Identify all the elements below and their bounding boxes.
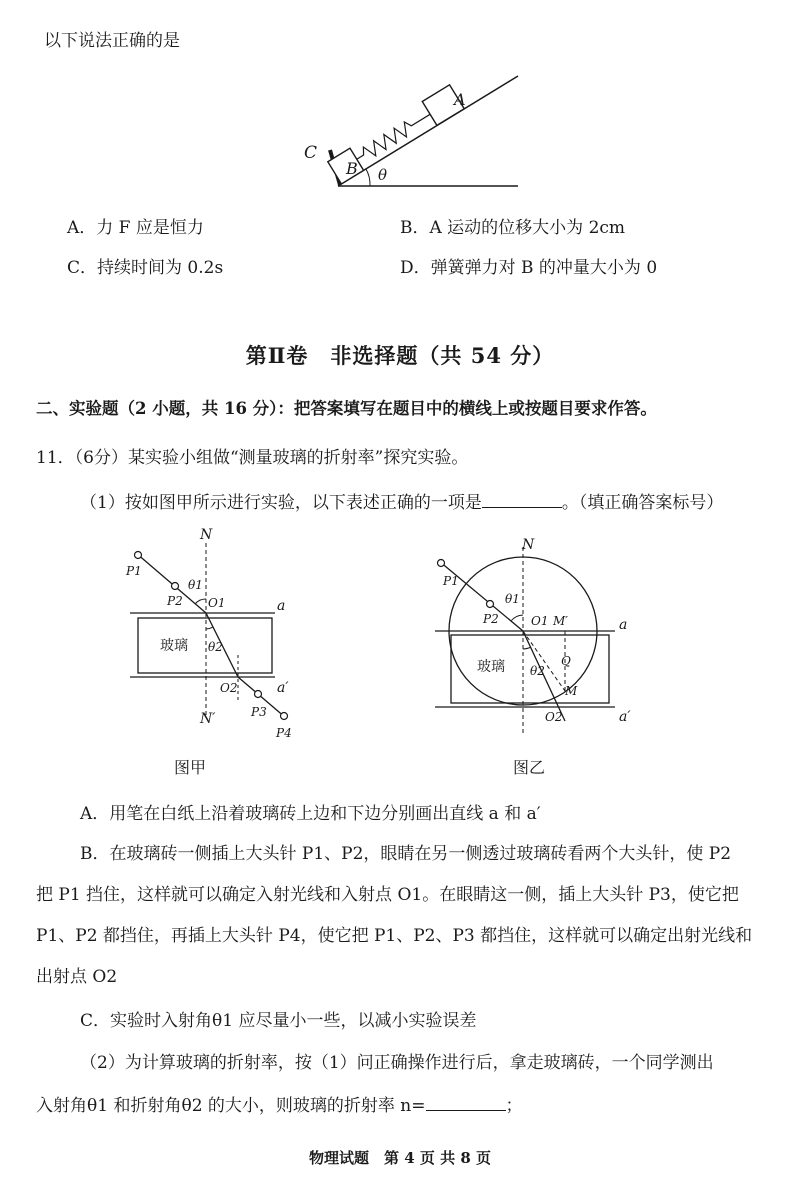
- q11-part1-text: （1）按如图甲所示进行实验，以下表述正确的一项是: [80, 493, 482, 513]
- label-o2: O2: [220, 681, 238, 695]
- label-glass: 玻璃: [477, 659, 505, 675]
- q11-part2-line1: （2）为计算玻璃的折射率，按（1）问正确操作进行后，拿走玻璃砖，一个同学测出: [80, 1053, 714, 1073]
- section2-heading: 二、实验题（2 小题，共 16 分）：把答案填写在题目中的横线上或按题目要求作答。: [36, 399, 657, 418]
- q11-part2-tail: ；: [505, 1096, 523, 1116]
- pin-p1: [438, 560, 445, 567]
- label-m1: M′: [553, 614, 569, 628]
- pin-p2: [487, 601, 494, 608]
- question-intro: 以下说法正确的是: [44, 31, 180, 51]
- label-p3: P3: [251, 705, 267, 719]
- option-a: A．力 F 应是恒力: [67, 218, 204, 238]
- pin-p1: [135, 552, 142, 559]
- label-q: Q: [561, 654, 571, 668]
- label-p1: P1: [443, 574, 459, 588]
- label-glass: 玻璃: [160, 638, 188, 654]
- figure-jia: [120, 525, 320, 785]
- angle-theta2: [206, 627, 213, 629]
- label-o1: O1: [531, 614, 549, 628]
- label-theta2: θ2: [208, 640, 223, 654]
- option-d: D．弹簧弹力对 B 的冲量大小为 0: [400, 258, 658, 278]
- pin-p3: [255, 691, 262, 698]
- q11-heading: 11．（6分）某实验小组做“测量玻璃的折射率”探究实验。: [36, 448, 469, 468]
- label-p2: P2: [167, 594, 183, 608]
- caption-yi: 图乙: [513, 758, 546, 777]
- dashed-om: [523, 631, 565, 691]
- option-b: B．A 运动的位移大小为 2cm: [400, 218, 626, 238]
- label-n: N: [200, 527, 213, 543]
- label-p4: P4: [276, 726, 292, 740]
- glass-block: [138, 618, 272, 673]
- q11-option-a: A．用笔在白纸上沿着玻璃砖上边和下边分别画出直线 a 和 a′: [80, 804, 541, 824]
- label-p2: P2: [483, 612, 499, 626]
- spring: [353, 108, 434, 165]
- label-theta2: θ2: [530, 664, 545, 678]
- q11-option-c: C．实验时入射角θ1 应尽量小一些，以减小实验误差: [80, 1011, 477, 1031]
- label-a: a: [619, 617, 628, 633]
- option-c: C．持续时间为 0.2s: [67, 258, 224, 278]
- label-theta1: θ1: [188, 578, 203, 592]
- label-b: B: [346, 159, 358, 178]
- label-a2: a′: [277, 680, 289, 696]
- angle-theta2: [523, 647, 531, 649]
- caption-jia: 图甲: [174, 758, 207, 777]
- incline-figure: [290, 70, 530, 200]
- q11-part2-text: 入射角θ1 和折射角θ2 的大小，则玻璃的折射率 n=: [36, 1096, 426, 1116]
- q11-option-b-line1: B．在玻璃砖一侧插上大头针 P1、P2，眼睛在另一侧透过玻璃砖看两个大头针，使 P2: [80, 844, 732, 864]
- label-a: a: [277, 598, 286, 614]
- q11-option-b-line4: 出射点 O2: [36, 967, 118, 987]
- incline-line: [338, 76, 518, 186]
- label-m: M: [565, 684, 578, 698]
- label-n2: N′: [200, 711, 216, 727]
- pin-p4: [281, 713, 288, 720]
- page-footer: 物理试题 第 4 页 共 8 页: [309, 1149, 491, 1167]
- label-o2: O2: [545, 710, 563, 724]
- q11-part1: [80, 491, 723, 514]
- q11-option-b-line3: P1、P2 都挡住，再插上大头针 P4，使它把 P1、P2、P3 都挡住，这样就可以确定出射光线和: [36, 926, 753, 946]
- section-title: 第Ⅱ卷 非选择题（共 54 分）: [245, 343, 555, 368]
- angle-arc: [366, 169, 370, 186]
- label-n: N: [522, 537, 535, 553]
- angle-theta1: [511, 615, 523, 621]
- answer-blank-2[interactable]: [426, 1094, 506, 1111]
- q11-part1-tail: 。（填正确答案标号）: [561, 493, 724, 513]
- label-a2: a′: [619, 709, 631, 725]
- q11-part2-line2: [36, 1094, 523, 1117]
- label-o1: O1: [208, 596, 226, 610]
- figure-yi: [425, 525, 645, 785]
- answer-blank-1[interactable]: [482, 491, 562, 508]
- q11-option-b-line2: 把 P1 挡住，这样就可以确定入射光线和入射点 O1。在眼睛这一侧，插上大头针 P3，使它把: [36, 885, 739, 905]
- label-a: A: [454, 90, 466, 109]
- label-theta: θ: [378, 166, 388, 184]
- pin-p2: [172, 583, 179, 590]
- label-theta1: θ1: [505, 592, 520, 606]
- angle-theta1: [195, 599, 206, 604]
- label-p1: P1: [126, 564, 142, 578]
- label-c: C: [304, 143, 318, 163]
